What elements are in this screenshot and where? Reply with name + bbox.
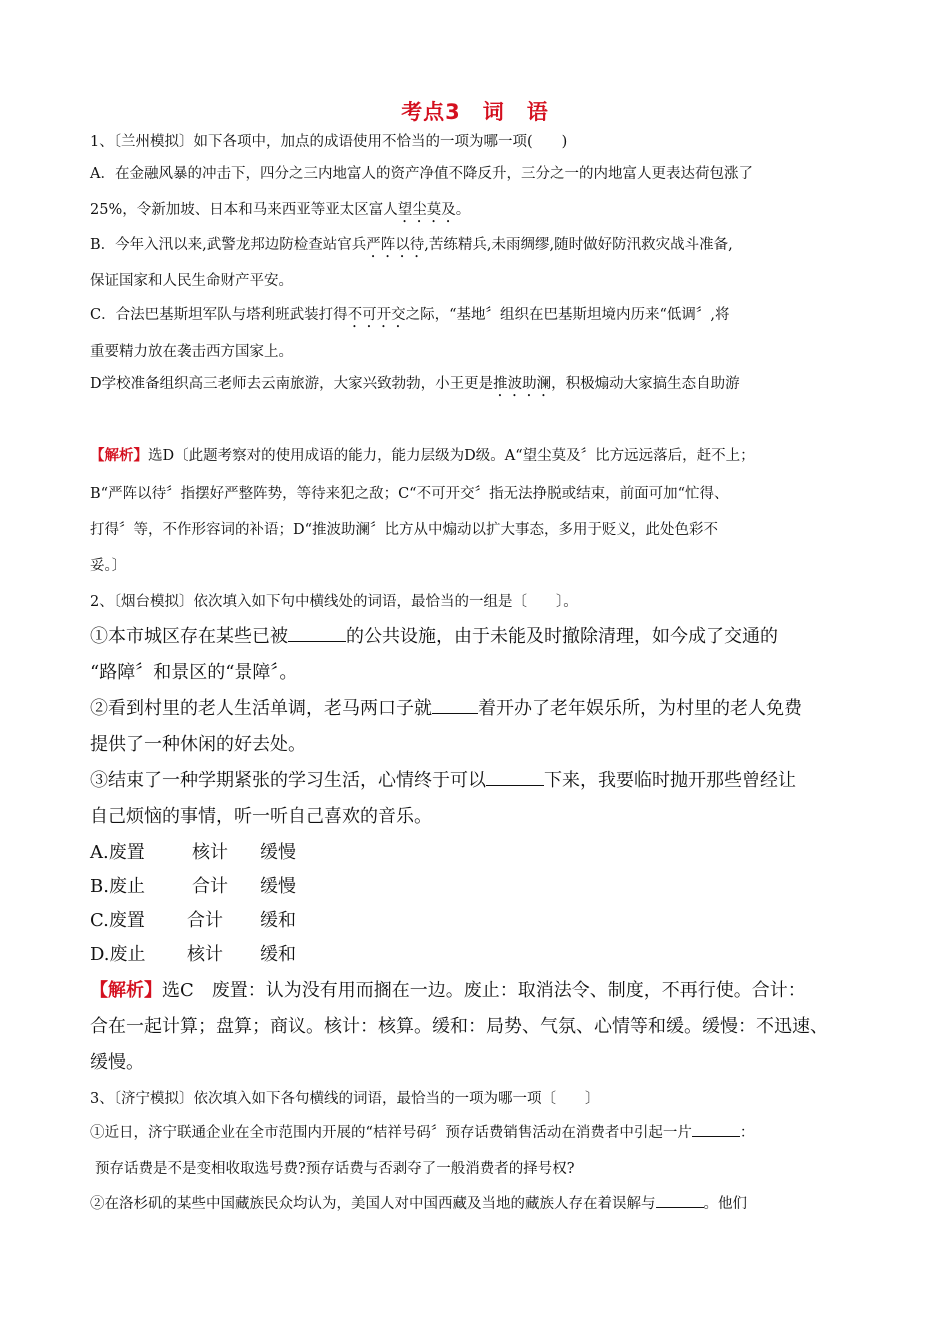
q1-option-b-rest: ,苦练精兵,未雨绸缪,随时做好防汛救灾战斗准备,	[424, 237, 733, 253]
q1-option-d-idiom: 推波助澜	[493, 376, 552, 392]
fill-blank	[692, 1122, 740, 1138]
q2-option-d	[90, 940, 296, 966]
q3-s1-rest: ：	[739, 1125, 755, 1141]
q1-option-a-end: 。	[455, 202, 471, 218]
q1-option-d-line	[90, 372, 740, 400]
q3-s1-text: ①近日，济宁联通企业在全市范围内开展的“桔祥号码〞预存话费销售活动在消费者中引起一片	[90, 1125, 692, 1141]
q2-option-c	[90, 906, 296, 932]
q1-analysis-line3: 打得〞等，不作形容词的补语；D“推波助澜〞比方从中煽动以扩大事态，多用于贬义，此处色彩不	[90, 522, 719, 538]
q2-stem: 2、〔烟台模拟〕依次填入如下句中横线处的词语，最恰当的一组是〔 〕。	[90, 594, 578, 610]
fill-blank	[288, 623, 346, 642]
option-word: 缓和	[260, 944, 296, 965]
q2-s2-rest: 着开办了老年娱乐所，为村里的老人免费	[478, 698, 802, 719]
q2-option-a	[90, 838, 296, 864]
option-label: C.废置	[90, 910, 145, 931]
option-word: 缓慢	[260, 876, 296, 897]
q1-option-a-line1: A．在金融风暴的冲击下，四分之三内地富人的资产净值不降反升，三分之一的内地富人更表达荷包涨了	[90, 166, 753, 182]
q1-option-c-rest: 之际，“基地〞组织在巴基斯坦境内历来“低调〞,将	[405, 307, 730, 323]
option-word: 合计	[187, 910, 223, 931]
fill-blank	[432, 695, 478, 714]
q1-option-d-text: D学校准备组织高三老师去云南旅游，大家兴致勃勃，小王更是	[90, 376, 494, 392]
q2-s3-text: ③结束了一种学期紧张的学习生活，心情终于可以	[90, 770, 486, 791]
q3-sentence2-line1	[90, 1192, 747, 1213]
q3-s2-rest: 。他们	[703, 1196, 747, 1212]
q1-analysis-text: 选D〔此题考察对的使用成语的能力，能力层级为D级。A“望尘莫及〞比方远远落后，赶不上；	[148, 448, 755, 464]
q2-option-b	[90, 872, 296, 898]
q1-option-a-text: 25%，令新加坡、日本和马来西亚等亚太区富人	[90, 202, 398, 218]
q2-s2-text: ②看到村里的老人生活单调，老马两口子就	[90, 698, 432, 719]
q1-option-a-idiom: 望尘莫及	[397, 202, 456, 218]
q1-option-c-line1	[90, 303, 730, 331]
q3-stem: 3、〔济宁模拟〕依次填入如下各句横线的词语，最恰当的一项为哪一项〔 〕	[90, 1091, 600, 1107]
q1-option-c-line2: 重要精力放在袭击西方国家上。	[90, 344, 293, 360]
option-label: A.废置	[90, 842, 145, 863]
q2-sentence3-line2: 自己烦恼的事情，听一听自己喜欢的音乐。	[90, 806, 432, 827]
q1-option-c-text: C．合法巴基斯坦军队与塔利班武装打得	[90, 307, 348, 323]
option-word: 缓和	[260, 910, 296, 931]
q2-analysis-line3: 缓慢。	[90, 1052, 144, 1073]
q3-sentence1-line1	[90, 1121, 754, 1142]
q2-sentence2-line2: 提供了一种休闲的好去处。	[90, 734, 306, 755]
option-word: 核计	[192, 842, 228, 863]
q2-sentence3-line1	[90, 766, 796, 792]
option-word: 缓慢	[260, 842, 296, 863]
q1-option-a-line2	[90, 198, 470, 226]
q1-analysis-line1	[90, 444, 755, 465]
q2-analysis-line2: 合在一起计算；盘算；商议。核计：核算。缓和：局势、气氛、心情等和缓。缓慢：不迅速、	[90, 1016, 828, 1037]
q1-analysis-line2: B“严阵以待〞指摆好严整阵势，等待来犯之敌；C“不可开交〞指无法挣脱或结束，前面可加“忙得、	[90, 486, 729, 502]
q1-option-b-line2: 保证国家和人民生命财产平安。	[90, 273, 293, 289]
page-title: 考点3 词 语	[401, 100, 549, 124]
option-word: 合计	[192, 876, 228, 897]
fill-blank	[656, 1193, 704, 1209]
q1-option-b-text: B．今年入汛以来,武警龙邦边防检查站官兵	[90, 237, 367, 253]
q2-s1-text: ①本市城区存在某些已被	[90, 626, 288, 647]
q2-s3-rest: 下来，我要临时抛开那些曾经让	[544, 770, 796, 791]
option-label: D.废止	[90, 944, 146, 965]
q2-analysis-line1	[90, 976, 806, 1002]
q2-analysis-tag: 【解析】	[90, 980, 162, 1001]
q2-s1-rest: 的公共设施，由于未能及时撤除清理，如今成了交通的	[346, 626, 778, 647]
option-word: 核计	[187, 944, 223, 965]
q1-stem: 1、〔兰州模拟〕如下各项中，加点的成语使用不恰当的一项为哪一项( )	[90, 134, 568, 150]
fill-blank	[486, 767, 544, 786]
q2-sentence2-line1	[90, 694, 802, 720]
q1-option-c-idiom: 不可开交	[347, 307, 406, 323]
q2-sentence1-line1	[90, 622, 778, 648]
q1-analysis-tag: 【解析】	[90, 447, 148, 464]
q3-s2-text: ②在洛杉矶的某些中国藏族民众均认为，美国人对中国西藏及当地的藏族人存在着误解与	[90, 1196, 656, 1212]
option-label: B.废止	[90, 876, 145, 897]
q2-analysis-text: 选C 废置：认为没有用而搁在一边。废止：取消法令、制度，不再行使。合计：	[162, 980, 806, 1001]
q3-sentence1-line2: 预存话费是不是变相收取选号费?预存话费与否剥夺了一般消费者的择号权?	[95, 1161, 575, 1177]
q1-analysis-line4: 妥。〕	[90, 558, 127, 574]
q1-option-b-idiom: 严阵以待	[366, 237, 425, 253]
q1-option-d-rest: ，积极煽动大家搞生态自助游	[551, 376, 740, 392]
q1-option-b-line1	[90, 233, 733, 261]
q2-sentence1-line2: “路障〞和景区的“景障〞。	[90, 662, 298, 683]
